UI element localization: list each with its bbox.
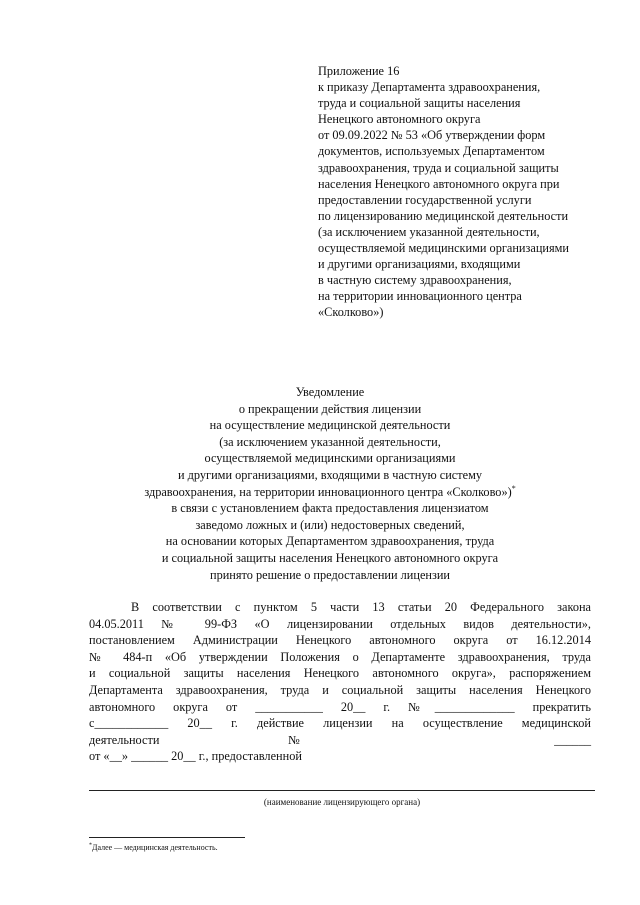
title-line: и другими организациями, входящими в частную систему bbox=[178, 467, 482, 482]
footnote-reference: * bbox=[511, 483, 516, 493]
body-line: деятельности № ______ bbox=[89, 732, 591, 747]
title-line-text: здравоохранения, на территории инновационного центра «Сколково») bbox=[144, 484, 512, 499]
appendix-line: документов, используемых Департаментом bbox=[318, 144, 545, 159]
title-line: на осуществление медицинской деятельности bbox=[209, 418, 451, 433]
appendix-line: предоставлении государственной услуги bbox=[318, 192, 532, 207]
appendix-line: Ненецкого автономного округа bbox=[318, 112, 481, 127]
body-line: автономного округа от ___________ 20__ г. №_____________ прекратить bbox=[89, 699, 591, 714]
title-line bbox=[60, 484, 600, 501]
footnote-text: Далее — медицинская деятельность. bbox=[92, 843, 218, 852]
body-line: от «__» ______ 20__ г., предоставленной bbox=[89, 749, 302, 764]
appendix-line: Приложение 16 bbox=[318, 64, 400, 78]
appendix-line: от 09.09.2022 № 53 «Об утверждении форм bbox=[318, 128, 546, 143]
appendix-line: в частную систему здравоохранения, bbox=[318, 273, 512, 288]
body-line: и социальной защиты населения Ненецкого автономного округа», распоряжением bbox=[89, 666, 591, 681]
appendix-line: по лицензированию медицинской деятельности bbox=[318, 208, 569, 223]
title-line: осуществляемой медицинскими организациями bbox=[204, 451, 456, 466]
footnote-mark: * bbox=[89, 842, 92, 849]
body-line: № 484-п «Об утверждении Положения о Департаменте здравоохранения, труда bbox=[89, 649, 591, 664]
title-line: на основании которых Департаментом здравоохранения, труда bbox=[165, 534, 495, 549]
title-line: Уведомление bbox=[295, 385, 365, 399]
appendix-line: здравоохранения, труда и социальной защиты bbox=[318, 160, 559, 175]
appendix-line: на территории инновационного центра bbox=[318, 289, 522, 304]
notice-title bbox=[60, 384, 600, 583]
appendix-line: к приказу Департамента здравоохранения, bbox=[318, 80, 541, 95]
body-line: постановлением Администрации Ненецкого автономного округа от 16.12.2014 bbox=[89, 633, 591, 648]
title-line: заведомо ложных и (или) недостоверных сведений, bbox=[195, 517, 465, 532]
appendix-line: (за исключением указанной деятельности, bbox=[318, 224, 540, 239]
body-line: Департамента здравоохранения, труда и социальной защиты населения Ненецкого bbox=[89, 682, 591, 697]
title-line: и социальной защиты населения Ненецкого автономного округа bbox=[161, 550, 499, 565]
appendix-line: труда и социальной защиты населения bbox=[318, 96, 521, 111]
notice-body bbox=[89, 599, 591, 765]
body-line: В соответствии с пунктом 5 части 13 статьи 20 Федерального закона bbox=[131, 600, 591, 614]
licensing-body-underline bbox=[89, 790, 595, 791]
title-line: в связи с установлением факта предоставления лицензиатом bbox=[171, 501, 489, 516]
footnote-separator bbox=[89, 837, 245, 838]
body-line: 04.05.2011 № 99-ФЗ «О лицензировании отдельных видов деятельности», bbox=[89, 616, 591, 631]
appendix-line: населения Ненецкого автономного округа при bbox=[318, 176, 560, 191]
footnote bbox=[89, 843, 218, 852]
body-line: с____________ 20__ г. действие лицензии на осуществление медицинской bbox=[89, 716, 591, 731]
title-line: о прекращении действия лицензии bbox=[238, 401, 422, 416]
appendix-header bbox=[318, 63, 618, 321]
appendix-line: и другими организациями, входящими bbox=[318, 257, 521, 272]
title-line: (за исключением указанной деятельности, bbox=[219, 434, 441, 449]
appendix-line: осуществляемой медицинскими организациями bbox=[318, 241, 570, 256]
title-line: принято решение о предоставлении лицензии bbox=[209, 567, 451, 582]
appendix-line: «Сколково») bbox=[318, 305, 384, 320]
licensing-body-caption: (наименование лицензирующего органа) bbox=[263, 797, 421, 807]
